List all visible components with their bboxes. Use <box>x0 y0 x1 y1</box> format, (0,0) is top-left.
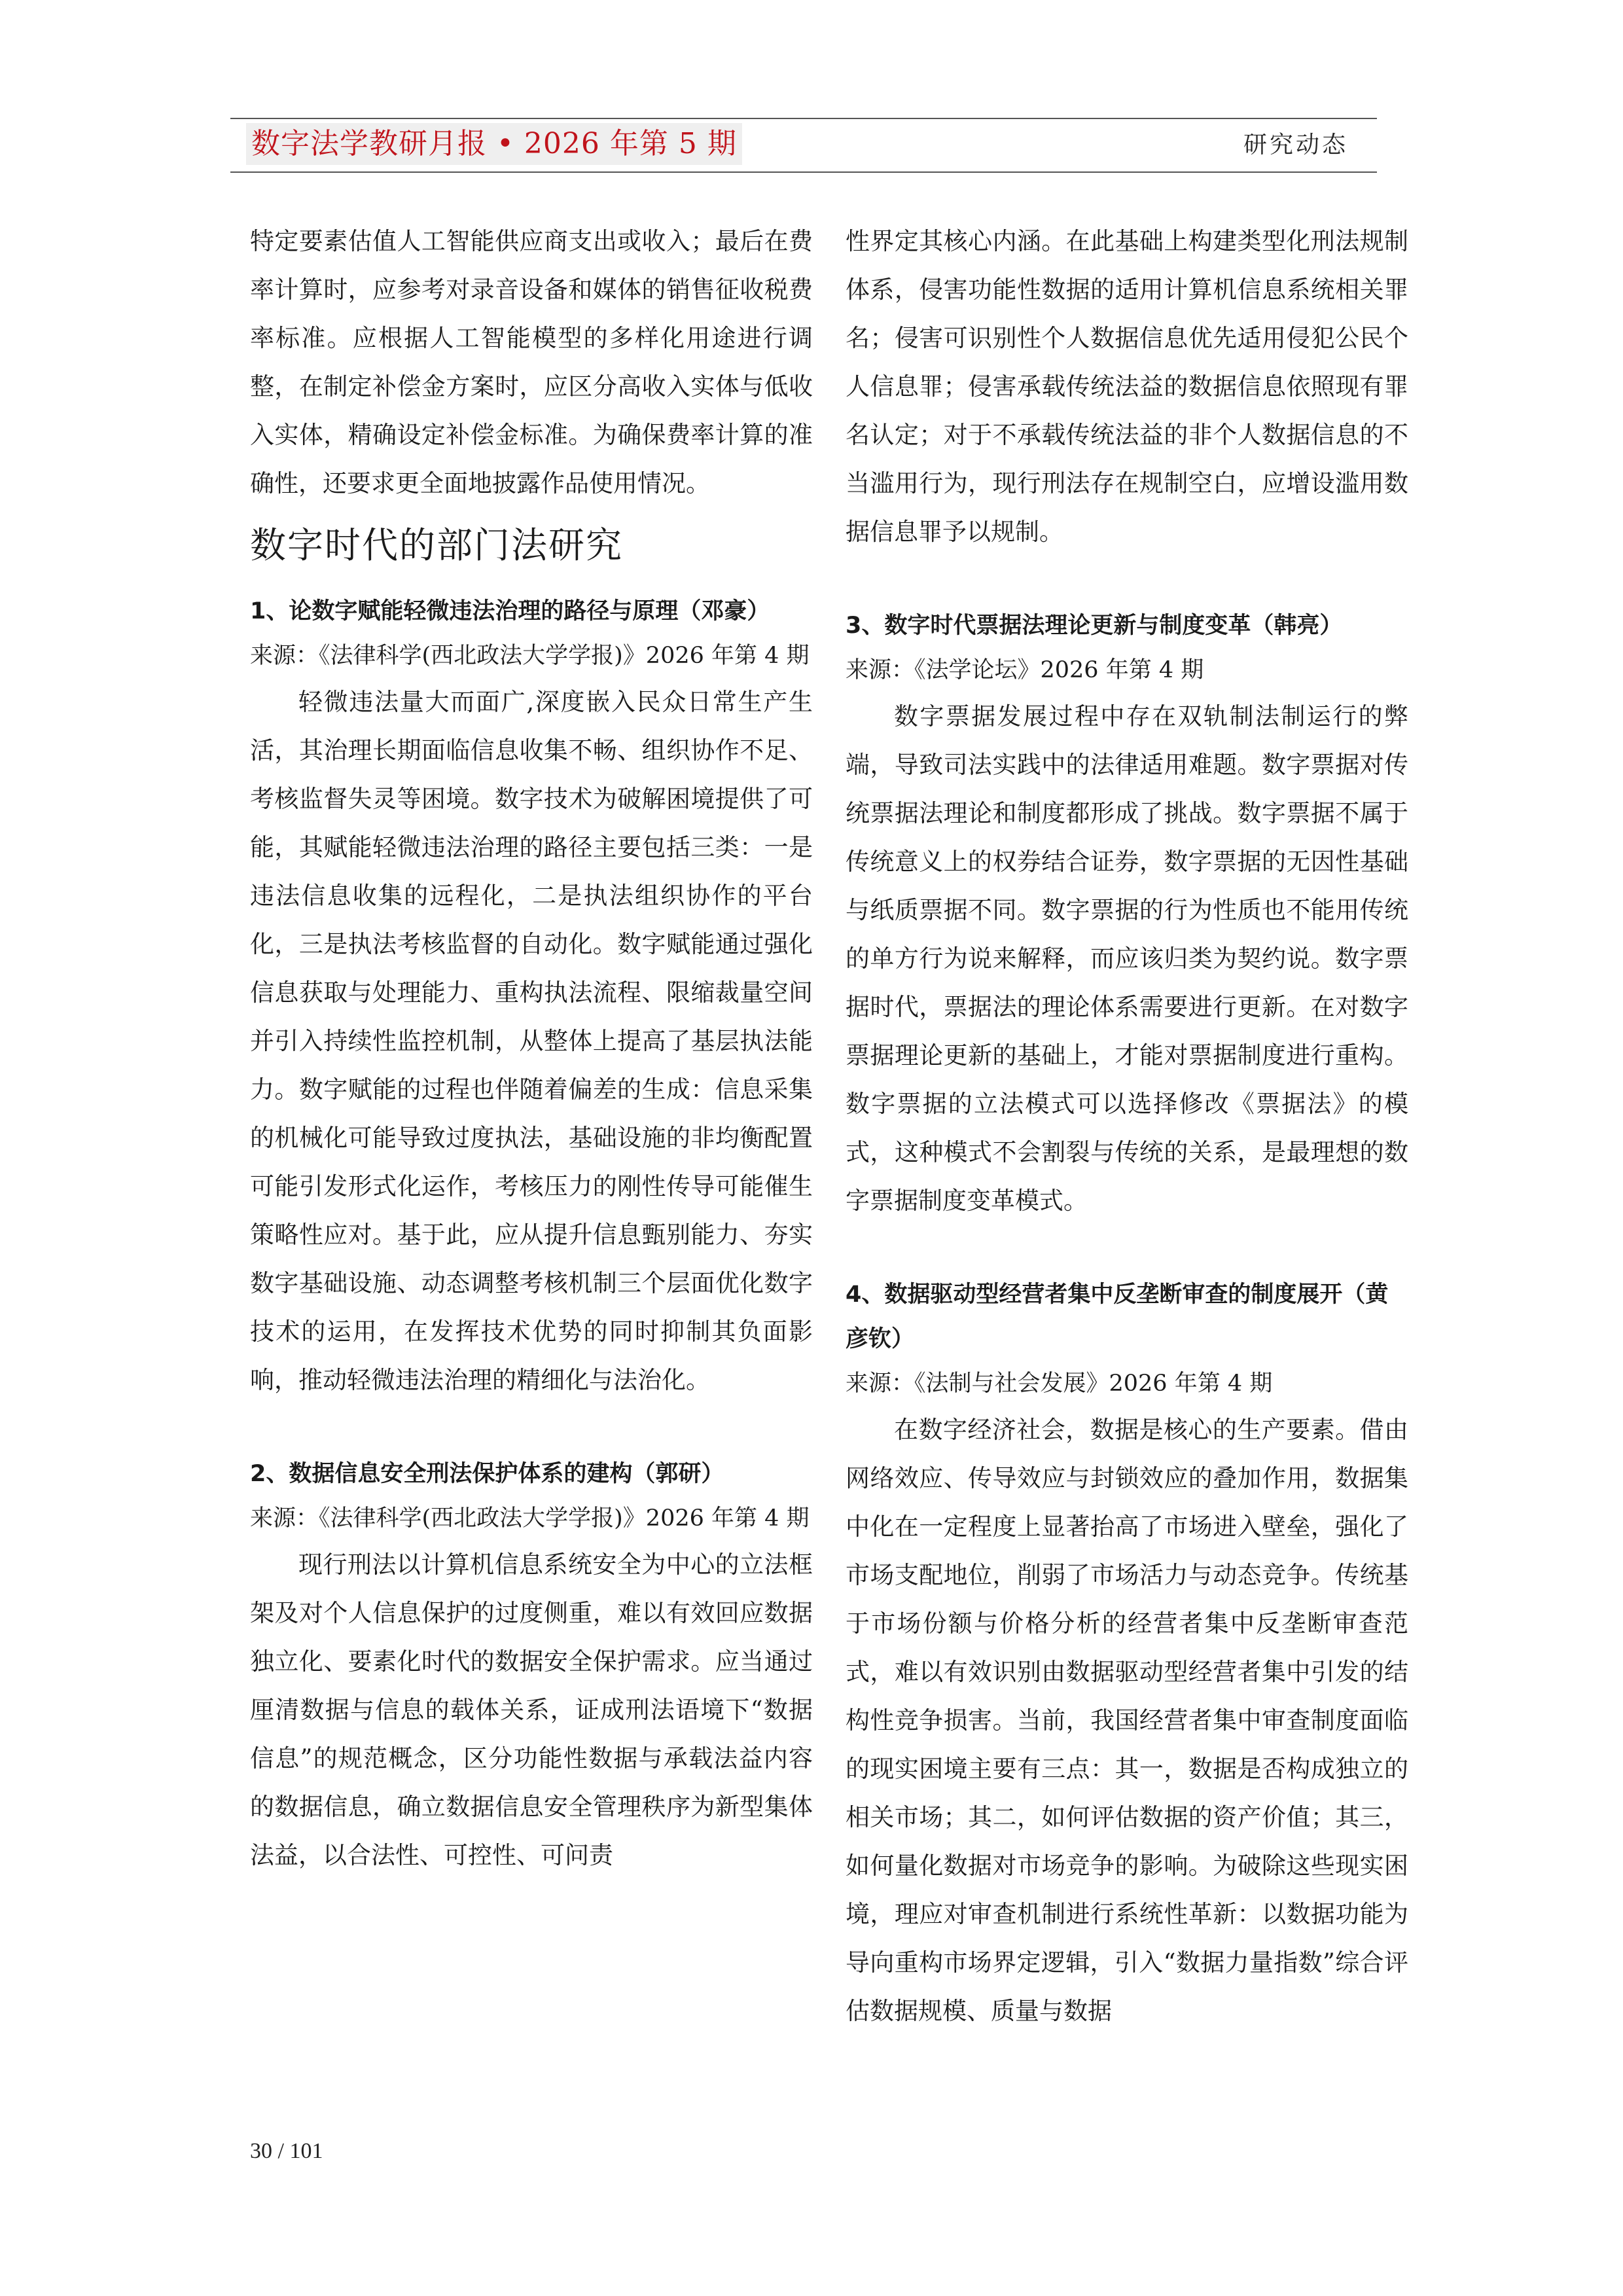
journal-title: 数字法学教研月报 • 2026 年第 5 期 <box>246 123 742 165</box>
left-column <box>250 217 813 1880</box>
spacer <box>250 1405 813 1452</box>
article-3-source: 来源：《法学论坛》2026 年第 4 期 <box>846 657 1204 683</box>
article-1-source: 来源：《法律科学(西北政法大学学报)》2026 年第 4 期 <box>250 643 810 669</box>
article-1-title: 1、论数字赋能轻微违法治理的路径与原理（邓豪） <box>250 598 770 624</box>
section-label: 研究动态 <box>1243 132 1348 158</box>
article-4-source: 来源：《法制与社会发展》2026 年第 4 期 <box>846 1371 1273 1397</box>
header-bottom-rule <box>230 171 1377 173</box>
spacer <box>846 556 1408 603</box>
article-1-body: 轻微违法量大而面广,深度嵌入民众日常生产生活，其治理长期面临信息收集不畅、组织协作不足、考核监督失灵等困境。数字技术为破解困境提供了可能，其赋能轻微违法治理的路径主要包括三类：一是违法信息收集的远程化，二是执法组织协作的平台化，三是执法考核监督的自动化。数字赋能通过强化信息获取与处理能力、重构执法流程、限缩裁量空间并引入持续性监控机制，从整体上提高了基层执法能力。数字赋能的过程也伴随着偏差的生成：信息采集的机械化可能导致过度执法，基础设施的非均衡配置可能引发形式化运作，考核压力的刚性传导可能催生策略性应对。基于此，应从提升信息甄别能力、夯实数字基础设施、动态调整考核机制三个层面优化数字技术的运用，在发挥技术优势的同时抑制其负面影响，推动轻微违法治理的精细化与法治化。 <box>250 688 813 1394</box>
spacer <box>846 1225 1408 1272</box>
intro-paragraph: 特定要素估值人工智能供应商支出或收入；最后在费率计算时，应参考对录音设备和媒体的销售征收税费率标准。应根据人工智能模型的多样化用途进行调整，在制定补偿金方案时，应区分高收入实体与低收入实体，精确设定补偿金标准。为确保费率计算的准确性，还要求更全面地披露作品使用情况。 <box>250 227 813 497</box>
article-2-title: 2、数据信息安全刑法保护体系的建构（郭研） <box>250 1461 724 1487</box>
article-2-source: 来源：《法律科学(西北政法大学学报)》2026 年第 4 期 <box>250 1505 810 1532</box>
article-2-body-continued: 性界定其核心内涵。在此基础上构建类型化刑法规制体系，侵害功能性数据的适用计算机信息系统相关罪名；侵害可识别性个人数据信息优先适用侵犯公民个人信息罪；侵害承载传统法益的数据信息依照现有罪名认定；对于不承载传统法益的非个人数据信息的不当滥用行为，现行刑法存在规制空白，应增设滥用数据信息罪予以规制。 <box>846 227 1408 546</box>
article-3-body: 数字票据发展过程中存在双轨制法制运行的弊端，导致司法实践中的法律适用难题。数字票据对传统票据法理论和制度都形成了挑战。数字票据不属于传统意义上的权券结合证券，数字票据的无因性基础与纸质票据不同。数字票据的行为性质也不能用传统的单方行为说来解释，而应该归类为契约说。数字票据时代，票据法的理论体系需要进行更新。在对数字票据理论更新的基础上，才能对票据制度进行重构。数字票据的立法模式可以选择修改《票据法》的模式，这种模式不会割裂与传统的关系，是最理想的数字票据制度变革模式。 <box>846 702 1408 1215</box>
article-2-body: 现行刑法以计算机信息系统安全为中心的立法框架及对个人信息保护的过度侧重，难以有效回应数据独立化、要素化时代的数据安全保护需求。应当通过厘清数据与信息的载体关系，证成刑法语境下“数据信息”的规范概念，区分功能性数据与承载法益内容的数据信息，确立数据信息安全管理秩序为新型集体法益，以合法性、可控性、可问责 <box>250 1551 813 1869</box>
header-top-rule <box>230 118 1377 119</box>
right-column <box>846 217 1408 2036</box>
page-number: 30 / 101 <box>250 2139 323 2163</box>
article-4-title: 4、数据驱动型经营者集中反垄断审查的制度展开（黄彦钦） <box>846 1282 1389 1352</box>
section-heading: 数字时代的部门法研究 <box>250 524 624 566</box>
article-3-title: 3、数字时代票据法理论更新与制度变革（韩亮） <box>846 613 1343 639</box>
article-4-body: 在数字经济社会，数据是核心的生产要素。借由网络效应、传导效应与封锁效应的叠加作用，数据集中化在一定程度上显著抬高了市场进入壁垒，强化了市场支配地位，削弱了市场活力与动态竞争。传统基于市场份额与价格分析的经营者集中反垄断审查范式，难以有效识别由数据驱动型经营者集中引发的结构性竞争损害。当前，我国经营者集中审查制度面临的现实困境主要有三点：其一，数据是否构成独立的相关市场；其二，如何评估数据的资产价值；其三，如何量化数据对市场竞争的影响。为破除这些现实困境，理应对审查机制进行系统性革新：以数据功能为导向重构市场界定逻辑，引入“数据力量指数”综合评估数据规模、质量与数据 <box>846 1416 1408 2025</box>
